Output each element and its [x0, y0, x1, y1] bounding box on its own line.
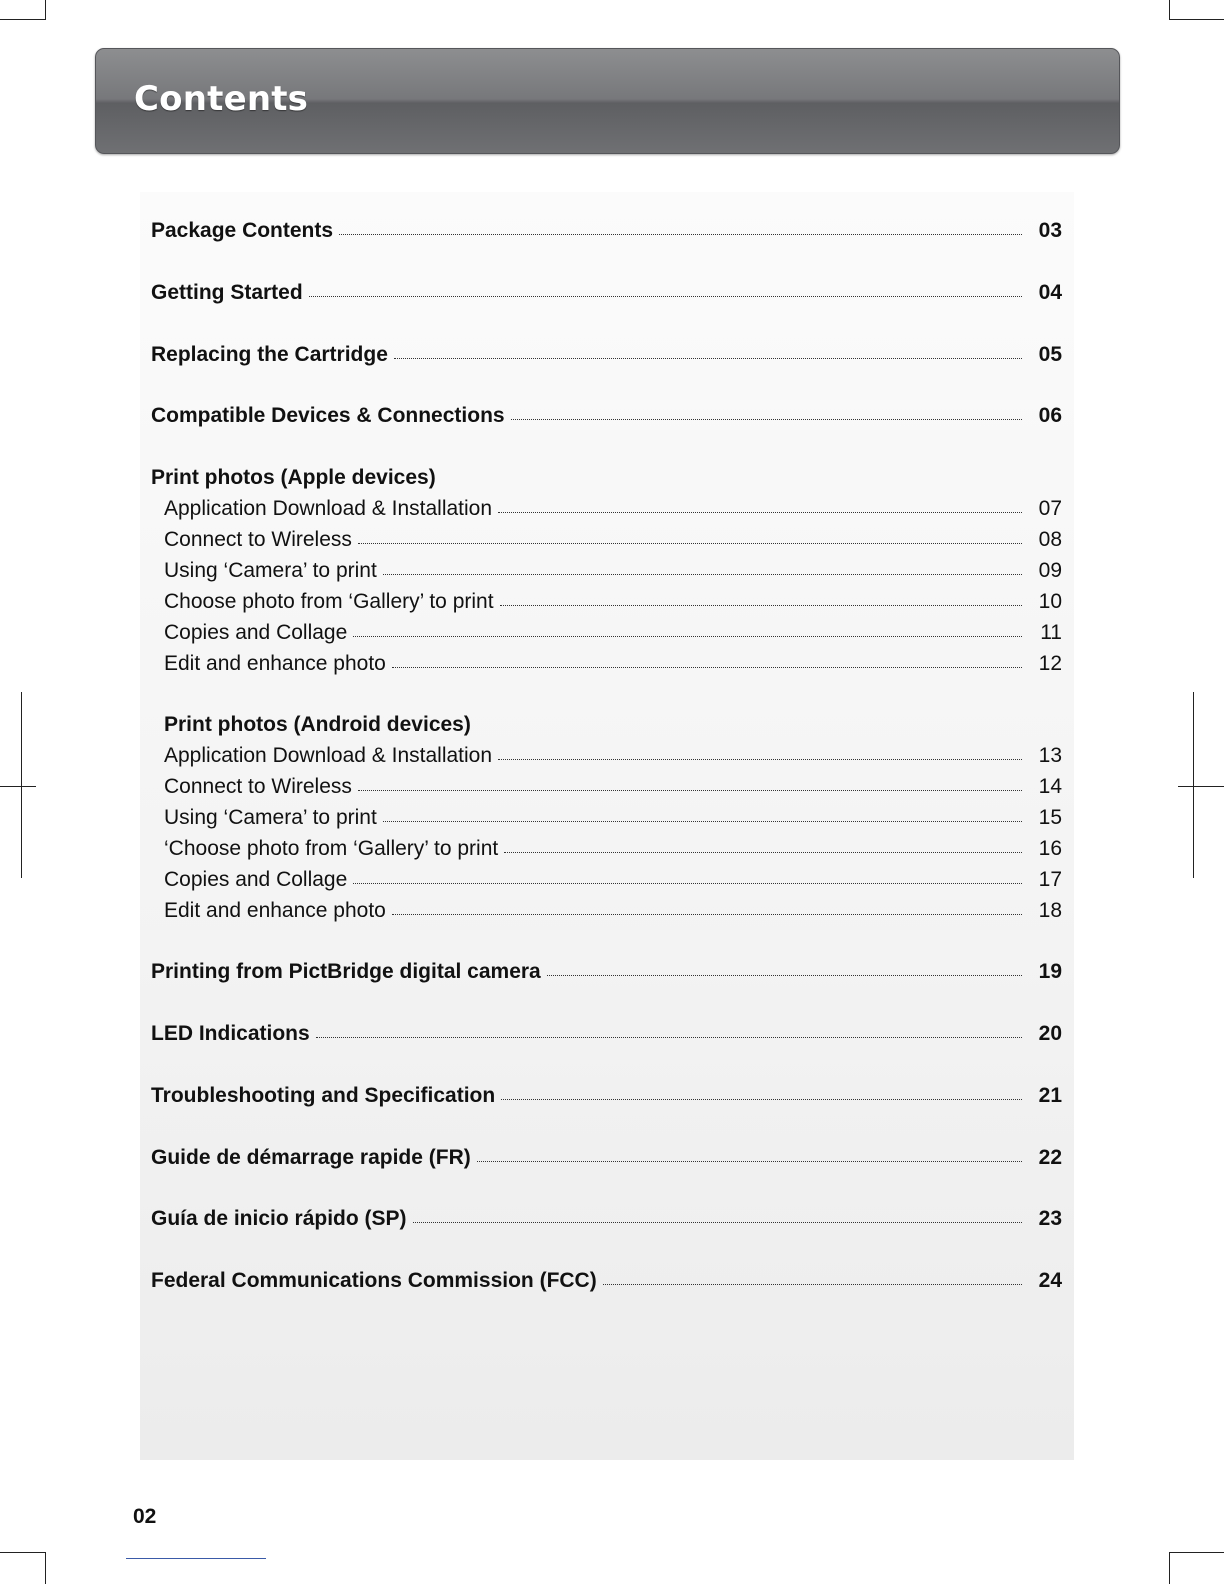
toc-entry[interactable]	[151, 216, 1062, 246]
dot-leader	[511, 419, 1022, 420]
toc-entry-label: Connect to Wireless	[164, 775, 352, 798]
toc-entry-label: Choose photo from ‘Gallery’ to print	[164, 590, 494, 613]
toc-entry-page: 18	[1038, 899, 1062, 922]
toc-entry-page: 16	[1038, 837, 1062, 860]
toc-entry[interactable]	[151, 1204, 1062, 1234]
crop-mark	[1169, 1552, 1224, 1553]
dot-leader	[413, 1222, 1022, 1223]
crop-mark	[1169, 19, 1224, 20]
toc-entry[interactable]	[151, 957, 1062, 987]
toc-entry[interactable]	[164, 896, 1062, 926]
toc-entry[interactable]	[164, 587, 1062, 617]
crop-mark	[0, 1552, 46, 1553]
toc-entry-label: Replacing the Cartridge	[151, 343, 388, 366]
toc-entry-label: Printing from PictBridge digital camera	[151, 960, 541, 983]
toc-entry[interactable]	[164, 772, 1062, 802]
dot-leader	[477, 1161, 1022, 1162]
dot-leader	[309, 296, 1022, 297]
toc-entry-label: Edit and enhance photo	[164, 899, 386, 922]
registration-mark	[21, 692, 22, 878]
dot-leader	[358, 790, 1022, 791]
toc-entry-label: Guide de démarrage rapide (FR)	[151, 1146, 471, 1169]
page-title: Contents	[134, 79, 309, 119]
toc-entry-page: 09	[1038, 559, 1062, 582]
dot-leader	[353, 883, 1022, 884]
toc-entry-page: 24	[1038, 1269, 1062, 1292]
dot-leader	[392, 667, 1022, 668]
toc-entry-page: 08	[1038, 528, 1062, 551]
crop-mark	[45, 0, 46, 20]
toc-entry-label: Using ‘Camera’ to print	[164, 559, 377, 582]
dot-leader	[501, 1099, 1022, 1100]
toc-entry-page: 19	[1038, 960, 1062, 983]
toc-entry[interactable]	[151, 1143, 1062, 1173]
toc-entry-page: 22	[1038, 1146, 1062, 1169]
registration-mark	[1193, 692, 1194, 878]
dot-leader	[383, 574, 1022, 575]
toc-entry-page: 17	[1038, 868, 1062, 891]
toc-entry-page: 13	[1038, 744, 1062, 767]
dot-leader	[392, 914, 1022, 915]
toc-section-heading	[151, 463, 1062, 493]
dot-leader	[316, 1037, 1022, 1038]
toc-entry[interactable]	[164, 865, 1062, 895]
toc-entry[interactable]	[164, 494, 1062, 524]
toc-entry-label: Copies and Collage	[164, 621, 348, 644]
dot-leader	[498, 759, 1022, 760]
toc-entry[interactable]	[164, 556, 1062, 586]
toc-section-heading	[164, 710, 1062, 740]
dot-leader	[339, 234, 1022, 235]
toc-entry-page: 11	[1040, 621, 1062, 644]
toc-entry-page: 05	[1038, 343, 1062, 366]
registration-mark	[1178, 786, 1224, 787]
toc-entry[interactable]	[164, 741, 1062, 771]
toc-entry[interactable]	[164, 618, 1062, 648]
footer-rule	[126, 1558, 266, 1559]
toc-entry-page: 12	[1038, 652, 1062, 675]
page-number: 02	[133, 1505, 157, 1528]
crop-mark	[1169, 1552, 1170, 1584]
toc-entry-label: Troubleshooting and Specification	[151, 1084, 496, 1107]
toc-entry-label: Connect to Wireless	[164, 528, 352, 551]
toc-entry[interactable]	[151, 401, 1062, 431]
toc-entry-page: 06	[1038, 404, 1062, 427]
dot-leader	[353, 636, 1022, 637]
toc-entry[interactable]	[151, 1266, 1062, 1296]
toc-entry-label: Compatible Devices & Connections	[151, 404, 505, 427]
toc-entry-label: Application Download & Installation	[164, 497, 493, 520]
toc-section-label: Print photos (Apple devices)	[151, 466, 436, 489]
crop-mark	[0, 19, 46, 20]
toc-entry[interactable]	[151, 1019, 1062, 1049]
toc-entry-page: 21	[1038, 1084, 1062, 1107]
toc-entry-label: Edit and enhance photo	[164, 652, 386, 675]
toc-entry-page: 10	[1038, 590, 1062, 613]
toc-entry-page: 20	[1038, 1022, 1062, 1045]
dot-leader	[394, 358, 1022, 359]
toc-entry-page: 04	[1038, 281, 1062, 304]
toc-entry-page: 07	[1038, 497, 1062, 520]
toc-entry-label: Package Contents	[151, 219, 334, 242]
toc-entry[interactable]	[164, 803, 1062, 833]
registration-mark	[0, 786, 36, 787]
crop-mark	[1169, 0, 1170, 20]
crop-mark	[45, 1552, 46, 1584]
toc-entry-label: Using ‘Camera’ to print	[164, 806, 377, 829]
dot-leader	[547, 975, 1022, 976]
toc-entry-label: Application Download & Installation	[164, 744, 493, 767]
toc-entry[interactable]	[151, 1081, 1062, 1111]
dot-leader	[603, 1284, 1022, 1285]
toc-entry-label: Federal Communications Commission (FCC)	[151, 1269, 597, 1292]
toc-entry-label: Copies and Collage	[164, 868, 348, 891]
dot-leader	[383, 821, 1022, 822]
toc-entry-page: 15	[1038, 806, 1062, 829]
toc-entry[interactable]	[164, 649, 1062, 679]
toc-entry-label: Getting Started	[151, 281, 303, 304]
toc-entry-page: 23	[1038, 1207, 1062, 1230]
dot-leader	[358, 543, 1022, 544]
dot-leader	[500, 605, 1022, 606]
dot-leader	[504, 852, 1022, 853]
toc-section-label: Print photos (Android devices)	[164, 713, 471, 736]
toc-entry[interactable]	[151, 340, 1062, 370]
toc-entry[interactable]	[151, 278, 1062, 308]
dot-leader	[498, 512, 1022, 513]
toc-entry-page: 03	[1038, 219, 1062, 242]
toc-entry[interactable]	[164, 834, 1062, 864]
toc-entry-label: Guía de inicio rápido (SP)	[151, 1207, 407, 1230]
header-banner	[95, 48, 1120, 154]
toc-entry-page: 14	[1038, 775, 1062, 798]
toc-entry-label: LED Indications	[151, 1022, 310, 1045]
toc-entry-label: ‘Choose photo from ‘Gallery’ to print	[164, 837, 499, 860]
toc-entry[interactable]	[164, 525, 1062, 555]
